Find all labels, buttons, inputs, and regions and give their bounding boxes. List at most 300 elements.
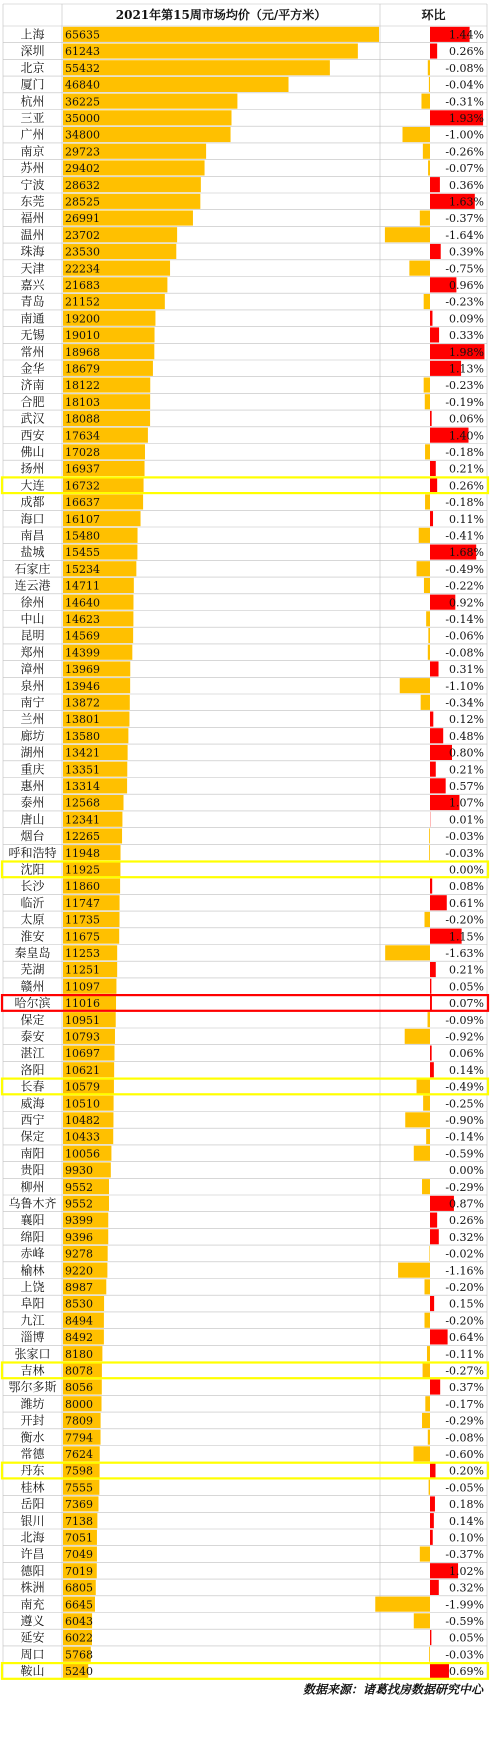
city-label: 保定 [20,1012,45,1027]
change-label: -0.06% [445,629,484,643]
change-label: 0.21% [449,763,484,777]
change-bar [429,1647,430,1662]
change-label: -0.04% [445,78,484,92]
price-label: 11253 [65,947,100,960]
change-label: -0.23% [445,295,484,309]
change-label: 1.44% [449,28,484,42]
city-label: 沈阳 [20,862,45,877]
change-bar [420,211,430,226]
city-label: 桂林 [20,1480,45,1495]
city-label: 淮安 [20,929,45,944]
price-label: 7138 [65,1514,93,1528]
city-label: 鞍山 [20,1664,45,1679]
change-label: -0.08% [445,61,484,75]
price-label: 8056 [65,1381,93,1395]
change-label: -0.59% [445,1615,484,1628]
city-label: 合肥 [20,394,45,409]
price-label: 11251 [65,963,100,977]
change-bar [417,1079,430,1094]
change-label: -0.14% [445,1130,484,1144]
change-label: 1.07% [449,796,484,810]
change-bar [425,394,430,409]
change-label: 1.13% [449,362,484,376]
change-label: -0.20% [445,913,484,927]
price-label: 26991 [65,212,100,226]
change-label: 1.15% [449,930,484,944]
change-bar [423,1363,430,1378]
change-bar [429,77,430,92]
change-bar [427,1346,430,1361]
change-bar [430,762,436,777]
price-label: 8494 [65,1314,93,1328]
price-label: 12341 [65,813,100,827]
price-label: 18968 [65,345,100,359]
city-label: 柳州 [20,1179,45,1194]
change-bar [422,1179,430,1194]
change-label: 0.69% [449,1665,484,1679]
change-bar [429,828,430,843]
city-label: 济南 [20,378,45,393]
city-label: 临沂 [20,895,45,910]
price-bar [63,27,379,42]
city-label: 上饶 [20,1280,45,1294]
price-label: 12568 [65,796,100,810]
change-label: 0.00% [449,1164,484,1178]
change-bar [425,1279,431,1294]
change-label: 0.61% [449,896,484,910]
price-label: 14399 [65,646,100,660]
change-bar [430,1513,434,1528]
city-label: 丹东 [20,1463,45,1478]
change-bar [430,1496,435,1511]
city-label: 广州 [20,127,45,142]
city-label: 鄂尔多斯 [8,1380,57,1395]
price-label: 17028 [65,446,100,459]
price-label: 14711 [65,579,100,593]
price-label: 22234 [65,262,100,276]
change-label: -0.25% [445,1097,484,1111]
change-label: 0.32% [449,1581,484,1595]
change-label: 1.02% [449,1564,484,1578]
change-label: 0.87% [449,1197,484,1211]
change-label: -0.49% [445,1080,484,1094]
change-label: -0.37% [445,212,484,226]
change-label: 1.68% [449,546,484,560]
city-label: 张家口 [14,1346,51,1361]
change-bar [430,327,439,342]
price-label: 19010 [65,329,100,343]
city-label: 南通 [20,311,45,326]
price-label: 11675 [65,930,100,944]
price-label: 11925 [65,863,100,877]
price-label: 6805 [65,1581,93,1595]
city-label: 北京 [20,60,45,75]
city-label: 无锡 [20,328,45,343]
price-label: 13946 [65,679,100,693]
price-label: 13580 [65,729,100,743]
change-label: 0.21% [449,963,484,977]
change-bar [430,1580,439,1595]
city-label: 嘉兴 [20,278,45,292]
city-label: 岳阳 [20,1497,45,1512]
change-label: -0.41% [445,529,484,543]
change-label: -0.11% [445,1347,484,1361]
price-label: 9399 [65,1214,93,1228]
change-bar [405,1112,430,1127]
change-bar [420,1547,430,1562]
city-label: 烟台 [20,829,45,844]
change-bar [430,511,433,526]
change-label: -1.99% [445,1598,484,1612]
change-label: -1.00% [445,128,484,142]
city-label: 唐山 [20,812,45,827]
price-label: 8180 [65,1347,93,1361]
price-label: 18088 [65,412,100,426]
change-bar [430,778,446,793]
change-label: 0.06% [449,412,484,426]
price-label: 10793 [65,1030,100,1044]
price-label: 36225 [65,95,100,109]
city-label: 襄阳 [20,1213,45,1228]
change-label: 0.64% [449,1331,484,1345]
change-bar [417,561,430,576]
change-label: 0.11% [449,512,484,526]
change-bar [375,1597,430,1612]
price-label: 10482 [65,1114,100,1127]
price-label: 10951 [65,1013,100,1027]
change-label: -0.75% [445,262,484,276]
city-label: 昆明 [20,628,45,643]
price-label: 11948 [65,846,100,860]
price-label: 10433 [65,1130,100,1144]
source-note: 数据来源：诸葛找房数据研究中心 [302,1682,483,1697]
change-bar [421,695,430,710]
city-label: 金华 [20,361,45,376]
price-label: 8078 [65,1364,93,1378]
city-label: 洛阳 [20,1062,45,1077]
price-label: 14623 [65,613,100,626]
change-label: -0.19% [445,395,484,409]
change-bar [430,461,436,476]
city-label: 延安 [20,1630,45,1645]
city-label: 贵阳 [20,1163,45,1178]
change-label: 0.32% [449,1230,484,1244]
price-label: 9220 [65,1264,93,1278]
city-label: 南充 [20,1597,45,1612]
price-label: 11097 [65,980,100,994]
city-label: 德阳 [20,1563,45,1578]
change-label: 0.05% [449,980,484,994]
city-label: 淄博 [20,1330,45,1345]
city-label: 榆林 [20,1263,45,1278]
change-label: -0.27% [445,1364,484,1378]
city-label: 石家庄 [14,561,51,576]
price-label: 9552 [65,1197,93,1211]
city-label: 扬州 [20,461,45,476]
price-label: 7809 [65,1414,93,1428]
change-label: 0.21% [449,462,484,476]
change-label: 0.01% [449,813,484,827]
price-label: 7624 [65,1448,93,1461]
city-label: 保定 [20,1129,45,1144]
price-label: 6022 [65,1631,93,1645]
change-bar [400,678,430,693]
price-label: 29723 [65,145,100,159]
change-label: -0.18% [445,496,484,510]
city-label: 郑州 [20,645,45,660]
change-label: 0.14% [449,1063,484,1077]
change-label: 0.00% [449,863,484,877]
city-label: 佛山 [20,445,45,459]
city-label: 泰州 [20,795,45,810]
city-label: 廊坊 [20,728,45,743]
city-label: 大连 [20,478,45,493]
price-label: 8987 [65,1281,93,1294]
change-label: -0.49% [445,562,484,576]
change-bar [430,962,436,977]
change-bar [430,1229,439,1244]
change-label: 0.26% [449,1214,484,1228]
change-bar [430,1329,448,1344]
city-label: 秦皇岛 [14,946,51,960]
price-label: 18103 [65,395,100,409]
city-label: 盐城 [20,545,45,560]
price-label: 16637 [65,496,100,510]
change-label: -1.16% [445,1264,484,1278]
change-bar [425,444,430,459]
city-label: 中山 [20,612,45,626]
price-label: 16732 [65,479,100,493]
city-label: 苏州 [20,161,45,176]
change-bar [414,1446,431,1461]
price-label: 55432 [65,61,100,75]
city-label: 南阳 [20,1146,45,1161]
price-label: 8492 [65,1331,93,1345]
price-label: 5240 [65,1665,93,1679]
price-label: 8000 [65,1397,93,1411]
city-label: 漳州 [20,662,45,677]
price-label: 5768 [65,1648,93,1662]
change-label: 0.80% [449,746,484,760]
price-label: 9552 [65,1180,93,1194]
city-label: 青岛 [20,294,45,309]
change-label: -0.60% [445,1448,484,1461]
change-bar [409,261,430,276]
change-bar [430,1663,449,1678]
price-label: 46840 [65,78,100,92]
change-label: -0.29% [445,1180,484,1194]
change-bar [430,311,432,326]
city-label: 上海 [20,27,45,42]
change-bar [428,60,430,75]
change-bar [430,712,433,727]
change-bar [428,645,430,660]
price-label: 7794 [65,1431,93,1445]
change-bar [430,895,447,910]
change-bar [414,1613,430,1628]
city-label: 长沙 [20,879,45,894]
city-label: 珠海 [20,244,45,259]
price-label: 11860 [65,880,100,894]
change-bar [398,1263,430,1278]
price-label: 35000 [65,112,100,125]
city-label: 银川 [20,1513,45,1528]
price-label: 14569 [65,629,100,643]
change-label: 0.15% [449,1297,484,1311]
price-label: 19200 [65,312,100,326]
city-label: 许昌 [20,1547,45,1562]
price-label: 11735 [65,913,100,927]
price-label: 16107 [65,512,100,526]
change-bar [429,1480,430,1495]
city-label: 徐州 [20,595,45,610]
change-label: 0.09% [449,312,484,326]
price-label: 16937 [65,462,100,476]
change-label: 0.20% [449,1464,484,1478]
change-label: 0.06% [449,1047,484,1061]
price-label: 7049 [65,1548,93,1562]
city-label: 天津 [20,261,45,276]
price-label: 23530 [65,245,100,259]
price-label: 7555 [65,1481,93,1495]
change-label: 0.31% [449,663,484,677]
price-label: 17634 [65,429,100,443]
price-label: 23702 [65,228,100,242]
change-bar [385,945,430,960]
change-bar [429,1246,430,1261]
change-label: -0.92% [445,1030,484,1044]
city-label: 九江 [20,1313,45,1328]
change-label: -0.90% [445,1114,484,1127]
price-label: 12265 [65,830,100,844]
price-label: 9278 [65,1247,93,1261]
change-bar [403,127,431,142]
city-label: 南昌 [20,528,45,543]
change-bar [424,578,430,593]
change-bar [414,1146,430,1161]
change-bar [430,995,432,1010]
change-label: 0.37% [449,1381,484,1395]
city-label: 呼和浩特 [8,845,57,860]
change-label: -1.64% [445,228,484,242]
price-label: 28525 [65,195,100,209]
price-label: 6043 [65,1615,93,1628]
change-label: 0.33% [449,329,484,343]
change-label: -0.22% [445,579,484,593]
change-label: -0.08% [445,646,484,660]
change-label: -0.26% [445,145,484,159]
change-label: 0.12% [449,713,484,727]
change-bar [428,1012,430,1027]
city-label: 湛江 [20,1046,45,1061]
city-label: 阜阳 [20,1296,45,1311]
change-label: -1.10% [445,679,484,693]
change-bar [428,1430,430,1445]
city-label: 长春 [20,1079,45,1094]
change-label: -0.31% [445,95,484,109]
city-label: 衡水 [20,1430,45,1445]
change-bar [430,1062,434,1077]
change-label: -0.05% [445,1481,484,1495]
change-label: 0.39% [449,245,484,259]
change-bar [430,1463,436,1478]
city-label: 三亚 [20,111,45,125]
change-label: -0.18% [445,446,484,459]
change-bar [430,1630,431,1645]
change-label: 0.92% [449,596,484,610]
change-label: 0.36% [449,178,484,192]
change-label: 0.96% [449,279,484,292]
price-label: 29402 [65,162,100,176]
chart-title: 2021年第15周市场均价（元/平方米） [115,8,327,22]
change-bar [425,494,430,509]
change-bar [430,244,441,259]
city-label: 常州 [20,344,45,359]
change-bar [423,144,430,159]
city-label: 兰州 [20,712,45,727]
city-label: 连云港 [14,578,51,593]
change-label: -0.59% [445,1147,484,1161]
price-label: 18679 [65,362,100,376]
change-bar [430,1046,432,1061]
change-bar [419,528,430,543]
change-bar [422,1413,430,1428]
city-label: 常德 [20,1447,45,1461]
city-label: 西宁 [20,1113,45,1127]
city-label: 成都 [20,495,45,510]
price-label: 7369 [65,1498,93,1512]
change-label: 0.18% [449,1498,484,1512]
change-label: -0.34% [445,696,484,710]
change-label: 1.93% [449,112,484,125]
price-label: 61243 [65,45,100,59]
change-label: -0.03% [445,846,484,860]
price-label: 34800 [65,128,100,142]
city-label: 株洲 [20,1580,45,1595]
city-label: 赤峰 [20,1246,45,1261]
price-bar [63,60,330,75]
price-label: 10056 [65,1147,100,1161]
change-label: -0.09% [445,1013,484,1027]
city-label: 西安 [20,428,45,443]
change-bar [426,611,430,626]
city-label: 威海 [20,1096,45,1111]
change-bar [385,227,430,242]
change-label: 0.26% [449,479,484,493]
city-label: 杭州 [20,94,45,109]
price-label: 9930 [65,1164,93,1178]
city-label: 海口 [20,511,45,526]
change-bar [430,411,432,426]
change-label: 1.40% [449,429,484,443]
price-label: 8530 [65,1297,93,1311]
price-label: 18122 [65,379,100,393]
price-label: 28632 [65,178,100,192]
change-label: 0.07% [449,997,484,1011]
price-label: 7019 [65,1564,93,1578]
price-label: 15234 [65,562,100,576]
city-label: 南京 [20,144,45,159]
change-label: 0.05% [449,1631,484,1645]
change-label: -0.14% [445,613,484,626]
change-label: -0.20% [445,1281,484,1294]
city-label: 重庆 [20,762,45,777]
change-label: 0.14% [449,1514,484,1528]
change-bar [430,177,440,192]
city-label: 南宁 [20,695,45,710]
price-label: 21152 [65,295,100,309]
price-label: 13801 [65,713,100,727]
